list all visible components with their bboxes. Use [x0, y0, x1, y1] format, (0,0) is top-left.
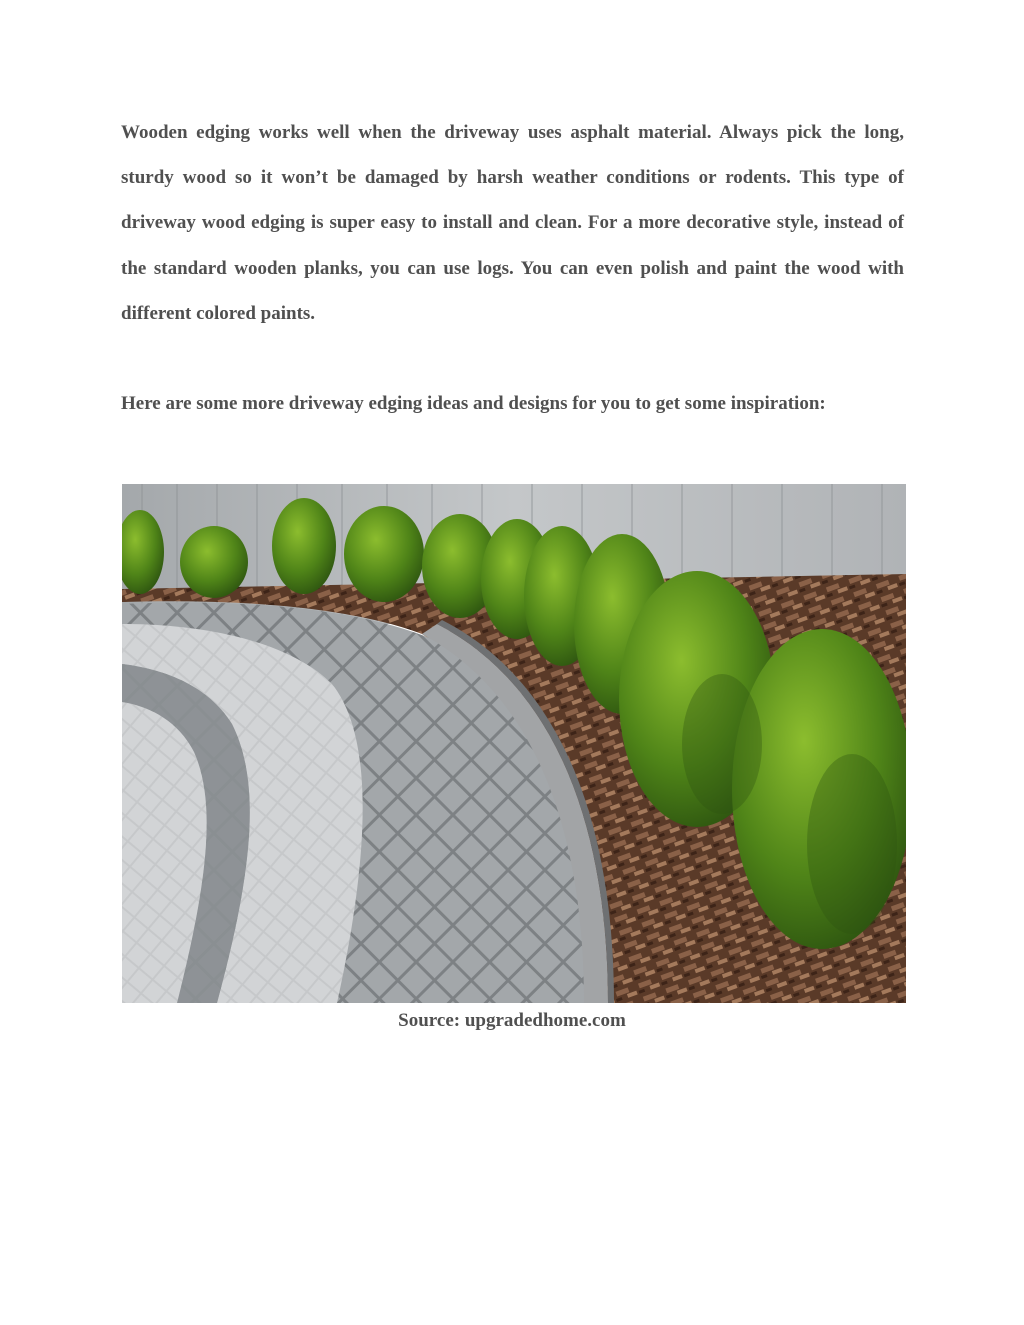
image-caption: Source: upgradedhome.com: [398, 1010, 626, 1031]
body-paragraph: Wooden edging works well when the driveway uses asphalt material. Always pick the long, sturdy wood so it won’t be damaged by harsh weather conditions or rodents. This type of driveway wood edging is super easy to install and clean. For a more decorative style, instead of the standard wooden planks, you can use logs. You can even polish and paint the wood with different colored paints.: [121, 122, 904, 324]
intro-paragraph: Here are some more driveway edging ideas and designs for you to get some inspiration:: [121, 393, 826, 414]
driveway-edging-photo: [122, 484, 906, 1003]
